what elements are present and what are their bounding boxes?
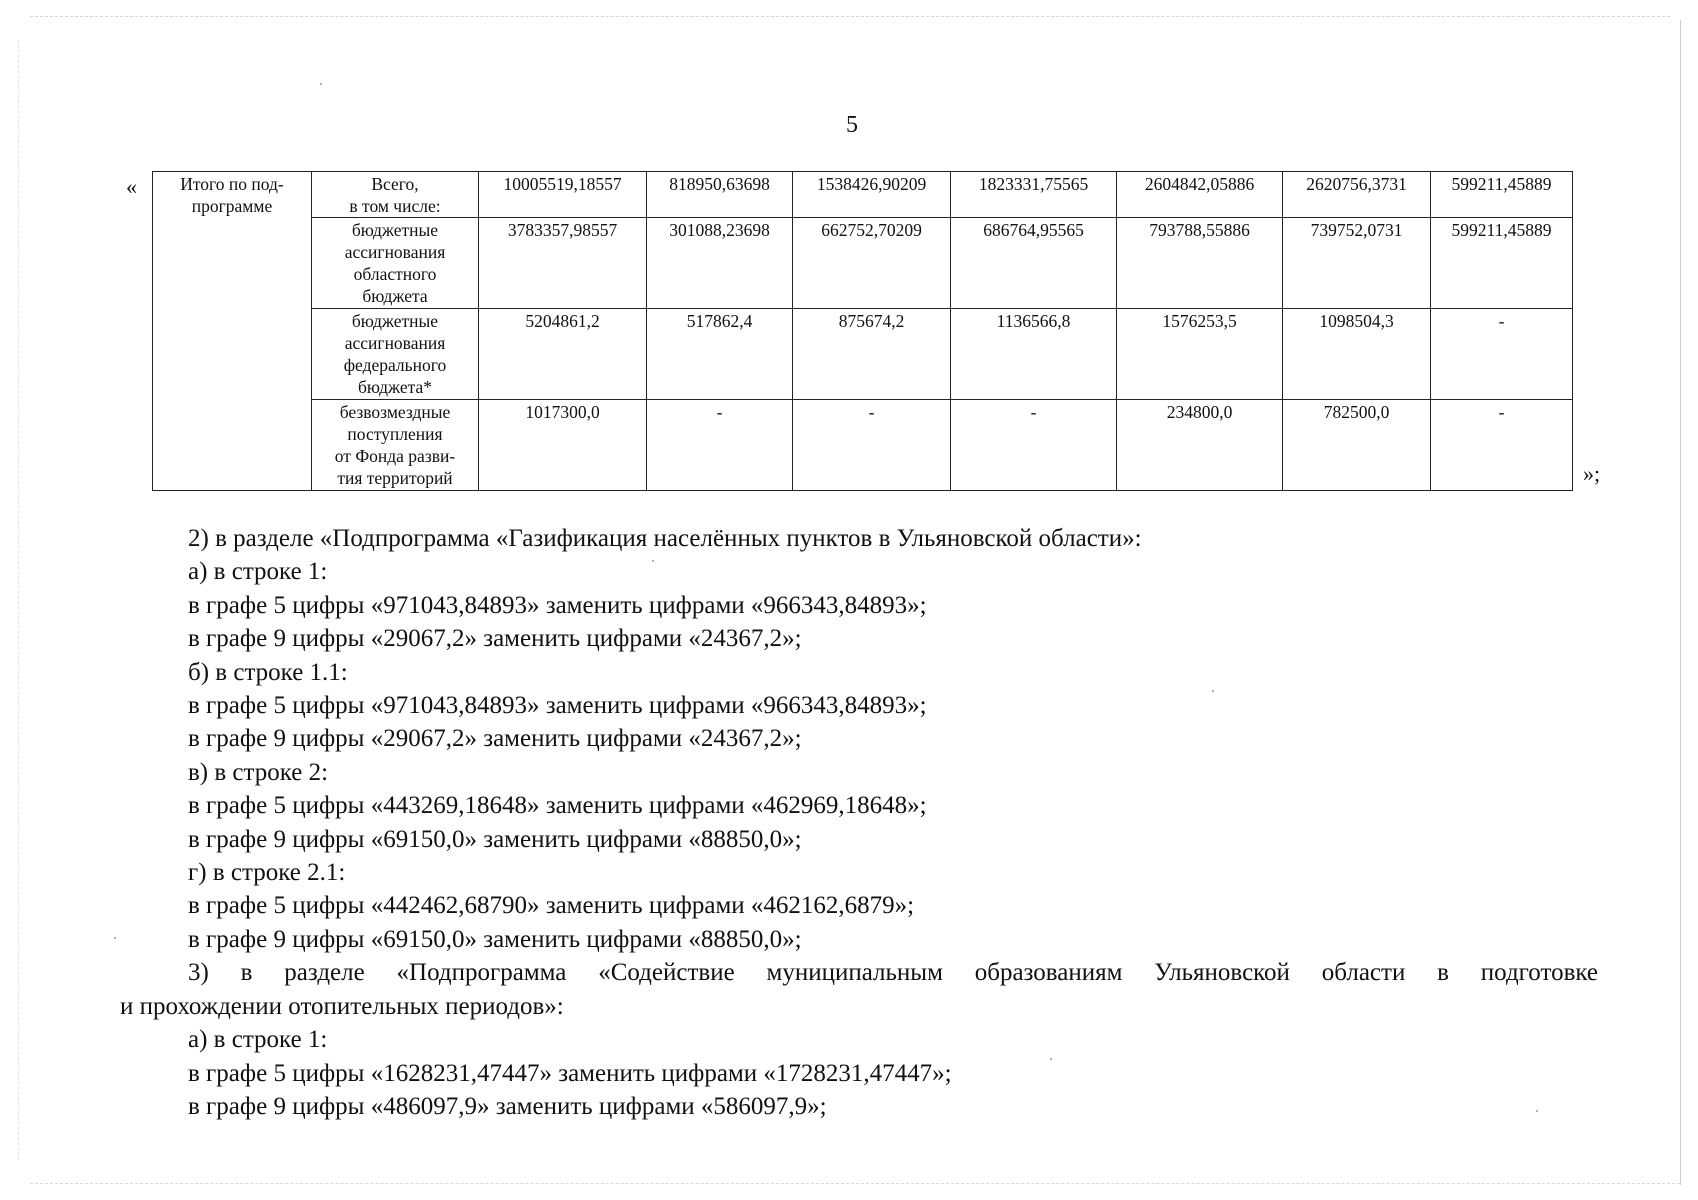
paragraph: а) в строке 1: xyxy=(188,558,328,586)
paragraph: в графе 9 цифры «29067,2» заменить цифрами «24367,2»; xyxy=(188,625,802,653)
category-cell xyxy=(312,218,479,309)
table-row xyxy=(153,172,1573,218)
paragraph: в графе 5 цифры «443269,18648» заменить цифрами «462969,18648»; xyxy=(188,792,927,820)
value-cell: 2604842,05886 xyxy=(1117,172,1283,218)
paragraph: в графе 5 цифры «971043,84893» заменить цифрами «966343,84893»; xyxy=(188,692,927,720)
paragraph: б) в строке 1.1: xyxy=(188,658,348,686)
value-cell: 1576253,5 xyxy=(1117,309,1283,400)
paragraph: а) в строке 1: xyxy=(188,1026,328,1054)
category-label: бюджетные ассигнования областного бюджета xyxy=(344,220,446,306)
value-cell: 5204861,2 xyxy=(479,309,647,400)
category-label: Всего, в том числе: xyxy=(349,174,441,216)
value-cell: - xyxy=(1431,309,1573,400)
value-cell: - xyxy=(1431,400,1573,491)
value-cell: 1017300,0 xyxy=(479,400,647,491)
row-label-cell xyxy=(153,172,312,491)
category-label: бюджетные ассигнования федерального бюджета* xyxy=(343,311,447,397)
scan-speck xyxy=(320,83,322,85)
page-number: 5 xyxy=(846,112,858,138)
value-cell: - xyxy=(793,400,951,491)
value-cell: - xyxy=(647,400,793,491)
paragraph: в графе 5 цифры «442462,68790» заменить цифрами «462162,6879»; xyxy=(188,892,915,920)
category-cell xyxy=(312,172,479,218)
value-cell: 686764,95565 xyxy=(951,218,1117,309)
paragraph: в графе 9 цифры «29067,2» заменить цифрами «24367,2»; xyxy=(188,725,802,753)
value-cell: 3783357,98557 xyxy=(479,218,647,309)
value-cell: 2620756,3731 xyxy=(1283,172,1431,218)
value-cell: 662752,70209 xyxy=(793,218,951,309)
value-cell: 599211,45889 xyxy=(1431,172,1573,218)
value-cell: 10005519,18557 xyxy=(479,172,647,218)
scan-border-right xyxy=(1680,20,1681,1185)
scan-border-top xyxy=(30,16,1670,17)
paragraph: 2) в разделе «Подпрограмма «Газификация населённых пунктов в Ульяновской области»: xyxy=(188,525,1142,552)
value-cell: 234800,0 xyxy=(1117,400,1283,491)
value-cell: 782500,0 xyxy=(1283,400,1431,491)
value-cell: 1538426,90209 xyxy=(793,172,951,218)
scan-speck xyxy=(114,937,116,939)
value-cell: 1098504,3 xyxy=(1283,309,1431,400)
amendment-text xyxy=(120,522,1598,1123)
value-cell: - xyxy=(951,400,1117,491)
quote-close: »; xyxy=(1583,461,1601,486)
value-cell: 1823331,75565 xyxy=(951,172,1117,218)
budget-table xyxy=(152,171,1573,491)
category-cell xyxy=(312,309,479,400)
paragraph: г) в строке 2.1: xyxy=(188,859,346,887)
paragraph: в графе 5 цифры «971043,84893» заменить цифрами «966343,84893»; xyxy=(188,591,927,619)
paragraph: в графе 9 цифры «69150,0» заменить цифрами «88850,0»; xyxy=(188,925,802,953)
value-cell: 818950,63698 xyxy=(647,172,793,218)
paragraph: в графе 9 цифры «486097,9» заменить цифрами «586097,9»; xyxy=(188,1092,827,1120)
paragraph: и прохождении отопительных периодов»: xyxy=(120,992,564,1020)
table-row xyxy=(153,218,1573,309)
value-cell: 739752,0731 xyxy=(1283,218,1431,309)
paragraph: в графе 9 цифры «69150,0» заменить цифрами «88850,0»; xyxy=(188,825,802,853)
value-cell: 517862,4 xyxy=(647,309,793,400)
value-cell: 599211,45889 xyxy=(1431,218,1573,309)
paragraph: в графе 5 цифры «1628231,47447» заменить цифрами «1728231,47447»; xyxy=(188,1059,952,1087)
table-row xyxy=(153,400,1573,491)
scan-border-bottom xyxy=(30,1183,1680,1184)
table-row xyxy=(153,309,1573,400)
category-cell xyxy=(312,400,479,491)
paragraph: 3) в разделе «Подпрограмма «Содействие муниципальным образованиям Ульяновской области в подготовке xyxy=(188,959,1598,987)
quote-open: « xyxy=(126,174,137,199)
row-label: Итого по под- программе xyxy=(180,174,284,216)
value-cell: 793788,55886 xyxy=(1117,218,1283,309)
paragraph: в) в строке 2: xyxy=(188,758,329,786)
category-label: безвозмездные поступления от Фонда разви- тия территорий xyxy=(334,402,456,488)
value-cell: 875674,2 xyxy=(793,309,951,400)
value-cell: 301088,23698 xyxy=(647,218,793,309)
scan-border-left xyxy=(18,40,19,1160)
value-cell: 1136566,8 xyxy=(951,309,1117,400)
